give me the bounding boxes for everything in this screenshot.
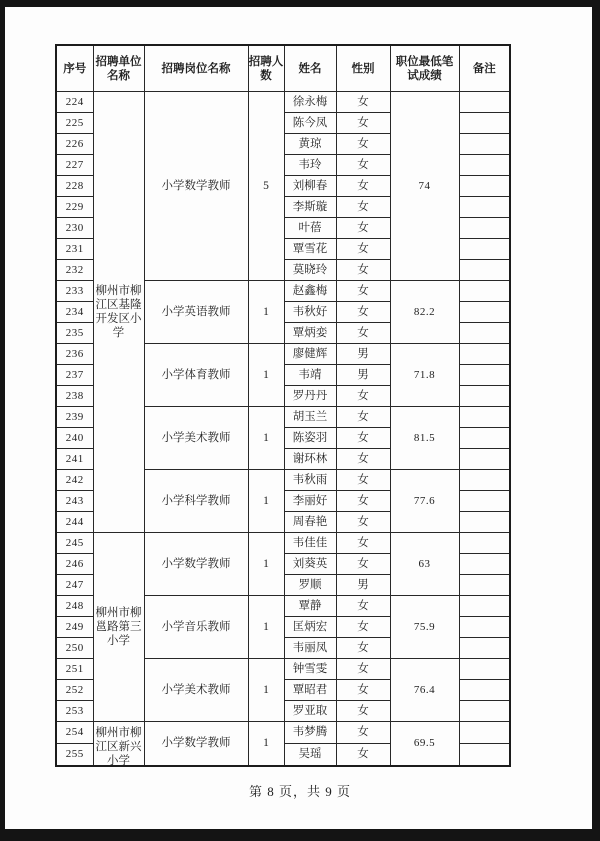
name-cell: 覃静 [284,596,336,617]
gender-cell: 女 [336,659,390,680]
serial-cell: 238 [56,386,93,407]
serial-cell: 250 [56,638,93,659]
score-cell: 71.8 [390,344,459,407]
gender-cell: 女 [336,638,390,659]
serial-cell: 242 [56,470,93,491]
name-cell: 刘柳春 [284,176,336,197]
name-cell: 莫晓玲 [284,260,336,281]
remark-cell [459,575,510,596]
count-cell: 1 [248,533,284,596]
gender-cell: 女 [336,617,390,638]
serial-cell: 236 [56,344,93,365]
unit-name: 柳州市柳江区基隆开发区小学 [95,285,142,339]
name-cell: 胡玉兰 [284,407,336,428]
remark-cell [459,512,510,533]
score-cell: 63 [390,533,459,596]
remark-cell [459,134,510,155]
serial-cell: 229 [56,197,93,218]
table-row [56,92,510,113]
name-cell: 罗顺 [284,575,336,596]
serial-cell: 234 [56,302,93,323]
gender-cell: 男 [336,365,390,386]
gender-cell: 女 [336,428,390,449]
gender-cell: 女 [336,743,390,766]
serial-cell: 235 [56,323,93,344]
unit-name: 柳州市柳邕路第三小学 [95,607,142,647]
count-cell: 1 [248,407,284,470]
position-cell: 小学音乐教师 [144,596,248,659]
remark-cell [459,596,510,617]
col-header-name: 姓名 [284,45,336,92]
remark-cell [459,659,510,680]
serial-cell: 226 [56,134,93,155]
unit-cell [93,92,144,533]
remark-cell [459,155,510,176]
name-cell: 韦丽凤 [284,638,336,659]
remark-cell [459,197,510,218]
position-cell: 小学美术教师 [144,659,248,722]
col-header-serial: 序号 [56,45,93,92]
position-cell: 小学数学教师 [144,533,248,596]
gender-cell: 女 [336,554,390,575]
remark-cell [459,407,510,428]
serial-cell: 255 [56,743,93,766]
gender-cell: 女 [336,470,390,491]
score-cell: 69.5 [390,722,459,767]
serial-cell: 245 [56,533,93,554]
serial-cell: 246 [56,554,93,575]
name-cell: 覃雪花 [284,239,336,260]
gender-cell: 女 [336,512,390,533]
score-cell: 82.2 [390,281,459,344]
serial-cell: 253 [56,701,93,722]
gender-cell: 女 [336,680,390,701]
name-cell: 赵鑫梅 [284,281,336,302]
serial-cell: 231 [56,239,93,260]
name-cell: 叶蓓 [284,218,336,239]
name-cell: 罗丹丹 [284,386,336,407]
name-cell: 陈今凤 [284,113,336,134]
remark-cell [459,92,510,113]
count-cell: 1 [248,281,284,344]
remark-cell [459,680,510,701]
score-cell: 77.6 [390,470,459,533]
gender-cell: 女 [336,386,390,407]
remark-cell [459,113,510,134]
remark-cell [459,722,510,744]
remark-cell [459,176,510,197]
gender-cell: 女 [336,323,390,344]
gender-cell: 女 [336,92,390,113]
gender-cell: 女 [336,701,390,722]
name-cell: 谢环林 [284,449,336,470]
remark-cell [459,239,510,260]
serial-cell: 227 [56,155,93,176]
remark-cell [459,281,510,302]
col-header-score: 职位最低笔试成绩 [390,45,459,92]
gender-cell: 女 [336,176,390,197]
unit-cell [93,533,144,722]
col-header-unit: 招聘单位名称 [93,45,144,92]
gender-cell: 男 [336,575,390,596]
score-cell: 75.9 [390,596,459,659]
remark-cell [459,491,510,512]
position-cell: 小学科学教师 [144,470,248,533]
count-cell: 5 [248,92,284,281]
remark-cell [459,302,510,323]
gender-cell: 女 [336,155,390,176]
serial-cell: 230 [56,218,93,239]
remark-cell [459,260,510,281]
unit-cell [93,722,144,767]
name-cell: 覃昭君 [284,680,336,701]
page-footer: 第 8 页，共 9 页 [248,784,351,799]
gender-cell: 女 [336,596,390,617]
count-cell: 1 [248,722,284,767]
position-cell: 小学英语教师 [144,281,248,344]
serial-cell: 254 [56,722,93,744]
remark-cell [459,449,510,470]
serial-cell: 244 [56,512,93,533]
remark-cell [459,344,510,365]
col-header-position: 招聘岗位名称 [144,45,248,92]
remark-cell [459,638,510,659]
count-cell: 1 [248,344,284,407]
name-cell: 李斯璇 [284,197,336,218]
remark-cell [459,617,510,638]
name-cell: 韦佳佳 [284,533,336,554]
serial-cell: 224 [56,92,93,113]
name-cell: 覃炳娈 [284,323,336,344]
serial-cell: 239 [56,407,93,428]
count-cell: 1 [248,659,284,722]
gender-cell: 女 [336,302,390,323]
score-cell: 81.5 [390,407,459,470]
table-row [56,722,510,744]
name-cell: 韦玲 [284,155,336,176]
remark-cell [459,533,510,554]
serial-cell: 241 [56,449,93,470]
remark-cell [459,701,510,722]
position-cell: 小学体育教师 [144,344,248,407]
serial-cell: 251 [56,659,93,680]
gender-cell: 女 [336,239,390,260]
remark-cell [459,323,510,344]
score-cell: 76.4 [390,659,459,722]
name-cell: 罗亚取 [284,701,336,722]
gender-cell: 女 [336,197,390,218]
name-cell: 吴瑶 [284,743,336,766]
name-cell: 钟雪雯 [284,659,336,680]
serial-cell: 247 [56,575,93,596]
gender-cell: 女 [336,134,390,155]
serial-cell: 237 [56,365,93,386]
name-cell: 韦秋雨 [284,470,336,491]
serial-cell: 248 [56,596,93,617]
remark-cell [459,428,510,449]
position-cell: 小学数学教师 [144,722,248,767]
score-cell: 74 [390,92,459,281]
name-cell: 徐永梅 [284,92,336,113]
position-cell: 小学美术教师 [144,407,248,470]
name-cell: 刘葵英 [284,554,336,575]
table-row [56,533,510,554]
remark-cell [459,554,510,575]
serial-cell: 232 [56,260,93,281]
recruitment-table [55,44,511,767]
gender-cell: 女 [336,722,390,744]
name-cell: 韦梦腾 [284,722,336,744]
count-cell: 1 [248,470,284,533]
col-header-count: 招聘人数 [248,45,284,92]
serial-cell: 228 [56,176,93,197]
unit-name: 柳州市柳江区新兴小学 [95,727,142,765]
gender-cell: 女 [336,449,390,470]
gender-cell: 女 [336,260,390,281]
gender-cell: 女 [336,113,390,134]
gender-cell: 女 [336,218,390,239]
name-cell: 李丽好 [284,491,336,512]
name-cell: 周春艳 [284,512,336,533]
name-cell: 廖健辉 [284,344,336,365]
gender-cell: 女 [336,533,390,554]
serial-cell: 240 [56,428,93,449]
name-cell: 黄琼 [284,134,336,155]
gender-cell: 女 [336,491,390,512]
serial-cell: 243 [56,491,93,512]
name-cell: 匡炳宏 [284,617,336,638]
remark-cell [459,218,510,239]
col-header-remark: 备注 [459,45,510,92]
remark-cell [459,743,510,766]
name-cell: 韦秋好 [284,302,336,323]
remark-cell [459,365,510,386]
serial-cell: 252 [56,680,93,701]
serial-cell: 233 [56,281,93,302]
count-cell: 1 [248,596,284,659]
remark-cell [459,386,510,407]
position-cell: 小学数学教师 [144,92,248,281]
gender-cell: 女 [336,407,390,428]
remark-cell [459,470,510,491]
col-header-gender: 性别 [336,45,390,92]
serial-cell: 249 [56,617,93,638]
table-body [56,92,510,767]
serial-cell: 225 [56,113,93,134]
header-row [56,45,510,92]
name-cell: 韦靖 [284,365,336,386]
gender-cell: 女 [336,281,390,302]
gender-cell: 男 [336,344,390,365]
name-cell: 陈姿羽 [284,428,336,449]
